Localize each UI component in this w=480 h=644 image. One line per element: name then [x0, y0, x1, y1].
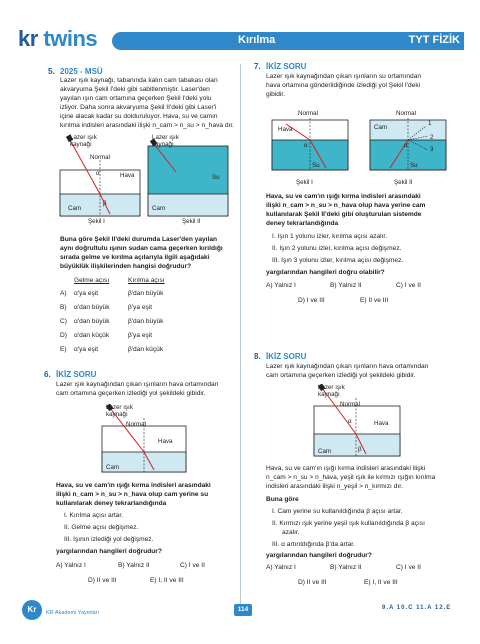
q5-beta-label: β: [103, 200, 107, 207]
q5-q-line: Buna göre Şekil II'deki durumda Laser'den yayılan: [60, 236, 218, 243]
q5-year-tag: 2025 - MSÜ: [60, 67, 103, 76]
q6-item-2: II. Gelme açısı değişmez.: [64, 524, 139, 531]
q8-item-1: I. Cam yerine su kullanıldığında β açısı artar.: [272, 508, 403, 515]
q5-su-label: Su: [212, 174, 220, 181]
q7-text: [266, 73, 466, 100]
q7-alpha-2: α: [404, 142, 408, 149]
q5-q-line: sırada gelme ve kırılma açılarıyla ilgili aşağıdaki: [60, 253, 210, 261]
q7-normal-2: Normal: [396, 110, 416, 117]
q7-ray-1: 1: [428, 120, 432, 127]
q7-alpha-1: α: [304, 142, 308, 149]
q5-option-d[interactable]: [60, 332, 67, 339]
opt-letter: D): [60, 332, 67, 339]
q5-a-col2: β'dan büyük: [128, 290, 164, 297]
q7-item-2: II. Işın 2 yolunu izler, kırılma açısı değişmez.: [272, 245, 402, 252]
q8-item-3: III. α artırıldığında β'da artar.: [272, 541, 355, 548]
q6-option-c[interactable]: C) I ve II: [180, 562, 205, 569]
q5-laser-label-b: Lazer ışık: [152, 134, 179, 141]
q7-normal-1: Normal: [298, 110, 318, 117]
q8-item-2b: azalır.: [282, 529, 300, 536]
q8-option-b[interactable]: B) Yalnız II: [330, 564, 362, 571]
q6-q-line: Hava, su ve cam'ın ışığı kırma indisleri arasındaki: [56, 482, 211, 489]
q5-laser-label: Lazer ışık: [70, 134, 97, 141]
q8-option-c[interactable]: C) I ve II: [396, 564, 421, 571]
q5-option-a[interactable]: [60, 290, 67, 297]
q8-option-d[interactable]: D) II ve III: [298, 579, 327, 586]
q7-option-c[interactable]: C) I ve II: [396, 282, 421, 289]
q8-laser-label-2: kaynağı: [318, 391, 340, 398]
q6-text: [56, 381, 236, 399]
brand-logo: [18, 26, 97, 52]
q8-q-line: indisleri arasındaki ilişki n_yeşil > n_kırmızı dır.: [266, 482, 403, 490]
q5-question: [60, 236, 236, 272]
q6-ask: yargılarından hangileri doğrudur?: [56, 548, 162, 555]
q7-option-e[interactable]: E) II ve III: [360, 297, 389, 304]
q7-ray-3: 3: [430, 146, 434, 153]
q6-laser-label: Lazer ışık: [106, 404, 133, 411]
grade-labels: 9.A 10.C 11.A 12.E: [382, 605, 452, 611]
q5-option-c[interactable]: [60, 318, 67, 325]
opt-letter: A): [60, 290, 67, 297]
subject-title: TYT FİZİK: [408, 34, 460, 46]
q5-b-col2: β'ya eşit: [128, 304, 153, 311]
q5-a-col1: α'ya eşit: [74, 290, 99, 297]
q7-item-1: I. Işın 1 yolunu izler, kırılma açısı azalır.: [272, 233, 388, 240]
q6-item-1: I. Kırılma açısı artar.: [64, 512, 123, 519]
q8-text: [266, 363, 466, 381]
q6-question: [56, 482, 236, 509]
q7-line: Lazer ışık kaynağından çıkan ışınların su ortamından: [266, 73, 422, 80]
page-number: 114: [234, 604, 252, 616]
q5-cam-label-1: Cam: [68, 205, 82, 212]
footer-logo-icon: Kr: [22, 600, 42, 620]
q7-figures: [270, 118, 466, 176]
q6-tag: İKİZ SORU: [56, 370, 97, 379]
q5-number: 5.: [48, 67, 55, 76]
q8-hava-label: Hava: [374, 420, 389, 427]
q7-tag: İKİZ SORU: [266, 62, 307, 71]
opt-letter: C): [60, 318, 67, 325]
q5-c-col1: α'dan büyük: [74, 318, 110, 325]
q8-option-e[interactable]: E) I, II ve III: [364, 579, 398, 586]
opt-letter: B): [60, 304, 67, 311]
q6-item-3: III. Işının izlediği yol değişmez.: [64, 536, 154, 543]
q5-col2-header: Kırılma açısı: [128, 277, 165, 284]
q6-q-line: kullanılarak deney tekrarlandığında: [56, 499, 167, 507]
q5-line: yayılan ışın cam ortamına geçerken Şekil I'deki yolu: [60, 94, 212, 102]
opt-letter: E): [60, 346, 67, 353]
logo-twins: twins: [43, 26, 98, 51]
q7-sekil2: Şekil II: [394, 179, 413, 186]
q6-q-line: ilişki n_cam > n_su > n_hava olup cam yerine su: [56, 490, 209, 498]
q7-line: gibidir.: [266, 90, 286, 98]
q7-cam-label: Cam: [374, 124, 388, 131]
column-divider: [240, 64, 241, 612]
q8-item-2: II. Kırmızı ışık yerine yeşil ışık kullanıldığında β açısı: [272, 520, 425, 527]
page-header: [0, 0, 480, 58]
q5-d-col1: α'dan küçük: [74, 332, 110, 339]
q5-line: kırılma indisleri arasındaki ilişki n_cam > n_su > n_hava dır.: [60, 121, 235, 129]
q7-option-d[interactable]: D) I ve III: [298, 297, 325, 304]
q8-given: Buna göre: [266, 496, 299, 503]
q7-hava-label: Hava: [278, 126, 293, 133]
q7-line: hava ortamına gönderildiğinde izlediği yol Şekil I'deki: [266, 81, 421, 89]
q5-line: akvaryuma Şekil I'deki gibi sabitlenmiştir. Laser'den: [60, 85, 210, 93]
q8-alpha-label: α: [348, 418, 352, 425]
q8-line: cam ortamına geçerken izlediği yol şekildeki gibidir.: [266, 371, 416, 379]
q6-normal-label: Normal: [126, 421, 146, 428]
q8-laser-label: Lazer ışık: [318, 384, 345, 391]
q7-su-label-2: Su: [410, 162, 418, 169]
q6-hava-label: Hava: [158, 438, 173, 445]
q5-line: Lazer ışık kaynağı, tabanında kalın cam tabakası olan: [60, 77, 218, 84]
q7-su-label-1: Su: [312, 162, 320, 169]
q7-q-line: deney tekrarlandığında: [266, 219, 339, 227]
q6-number: 6.: [44, 370, 51, 379]
q7-q-line: Hava, su ve cam'ın ışığı kırma indisleri arasındaki: [266, 193, 421, 200]
q7-item-3: III. Işın 3 yolunu izler, kırılma açısı değişmez.: [272, 257, 404, 264]
q5-laser-label-b2: kaynağı: [152, 141, 174, 148]
q8-q-line: n_cam > n_su > n_hava, yeşil ışık ile kırmızı ışığın kırılma: [266, 473, 436, 481]
q5-line: içine alacak kadar su dolduruluyor. Hava, su ve camın: [60, 112, 218, 120]
q8-ask: yargılarından hangileri doğrudur?: [266, 552, 372, 559]
publisher-name: KR Akademi Yayınları: [46, 610, 99, 616]
q5-q-line: aynı doğrultulu ışının sudan cama geçerken kırıldığı: [60, 244, 223, 252]
q8-q-line: Hava, su ve cam'ın ışığı kırma indisleri arasındaki ilişki: [266, 465, 426, 472]
q7-number: 7.: [254, 62, 261, 71]
q5-hava-label: Hava: [120, 172, 135, 179]
q5-laser-label-2: kaynağı: [70, 141, 92, 148]
q6-line: Lazer ışık kaynağından çıkan ışınların hava ortamından: [56, 381, 219, 388]
q5-text: [60, 77, 236, 131]
chapter-title: Kırılma: [238, 34, 276, 46]
q8-normal-label: Normal: [340, 401, 360, 408]
q7-q-line: ilişki n_cam > n_su > n_hava olup hava yerine cam: [266, 201, 426, 209]
q5-q-line: büyüklük ilişkilerinden hangisi doğrudur?: [60, 262, 192, 270]
q5-line: izliyor. Daha sonra akvaryuma Şekil II'deki gibi Laser'i: [60, 103, 217, 111]
q5-c-col2: β'dan büyük: [128, 318, 164, 325]
q8-line: Lazer ışık kaynağından çıkan ışınların hava ortamından: [266, 363, 429, 370]
logo-kr: kr: [18, 26, 38, 51]
q7-ray-2: 2: [430, 134, 434, 141]
q7-sekil1: Şekil I: [296, 179, 313, 186]
q5-sekil2: Şekil II: [182, 218, 201, 225]
q7-option-a[interactable]: A) Yalnız I: [266, 282, 296, 289]
q8-option-a[interactable]: A) Yalnız I: [266, 564, 296, 571]
q8-number: 8.: [254, 352, 261, 361]
q8-beta-label: β: [358, 446, 362, 453]
q6-option-e[interactable]: E) I, II ve III: [150, 577, 184, 584]
q8-tag: İKİZ SORU: [266, 352, 307, 361]
q5-option-b[interactable]: [60, 304, 67, 311]
q8-cam-label: Cam: [318, 448, 332, 455]
q5-option-e[interactable]: [60, 346, 67, 353]
q5-d-col2: β'ya eşit: [128, 332, 153, 339]
q5-col1-header: Gelme açısı: [74, 277, 110, 284]
q7-q-line: kullanılarak Şekil II'deki gibi oluşturulan sistemde: [266, 210, 422, 218]
q8-question: [266, 465, 470, 492]
q5-normal-label: Normal: [90, 154, 110, 161]
q5-b-col1: α'dan büyük: [74, 304, 110, 311]
q6-option-b[interactable]: B) Yalnız II: [118, 562, 150, 569]
q6-line: cam ortamına geçerken izlediği yol şekildeki gibidir.: [56, 389, 206, 397]
q5-e-col1: α'ya eşit: [74, 346, 99, 353]
q7-ask: yargılarından hangileri doğru olabilir?: [266, 269, 385, 276]
q5-sekil1: Şekil I: [88, 218, 105, 225]
q6-laser-label-2: kaynağı: [106, 411, 128, 418]
q6-cam-label: Cam: [106, 464, 120, 471]
q7-question: [266, 193, 466, 229]
q6-option-d[interactable]: D) II ve III: [88, 577, 117, 584]
q5-alpha-label: α: [96, 170, 100, 177]
q6-option-a[interactable]: A) Yalnız I: [56, 562, 86, 569]
q5-cam-label-2: Cam: [152, 205, 166, 212]
q7-option-b[interactable]: B) Yalnız II: [330, 282, 362, 289]
q5-e-col2: β'dan küçük: [128, 346, 164, 353]
